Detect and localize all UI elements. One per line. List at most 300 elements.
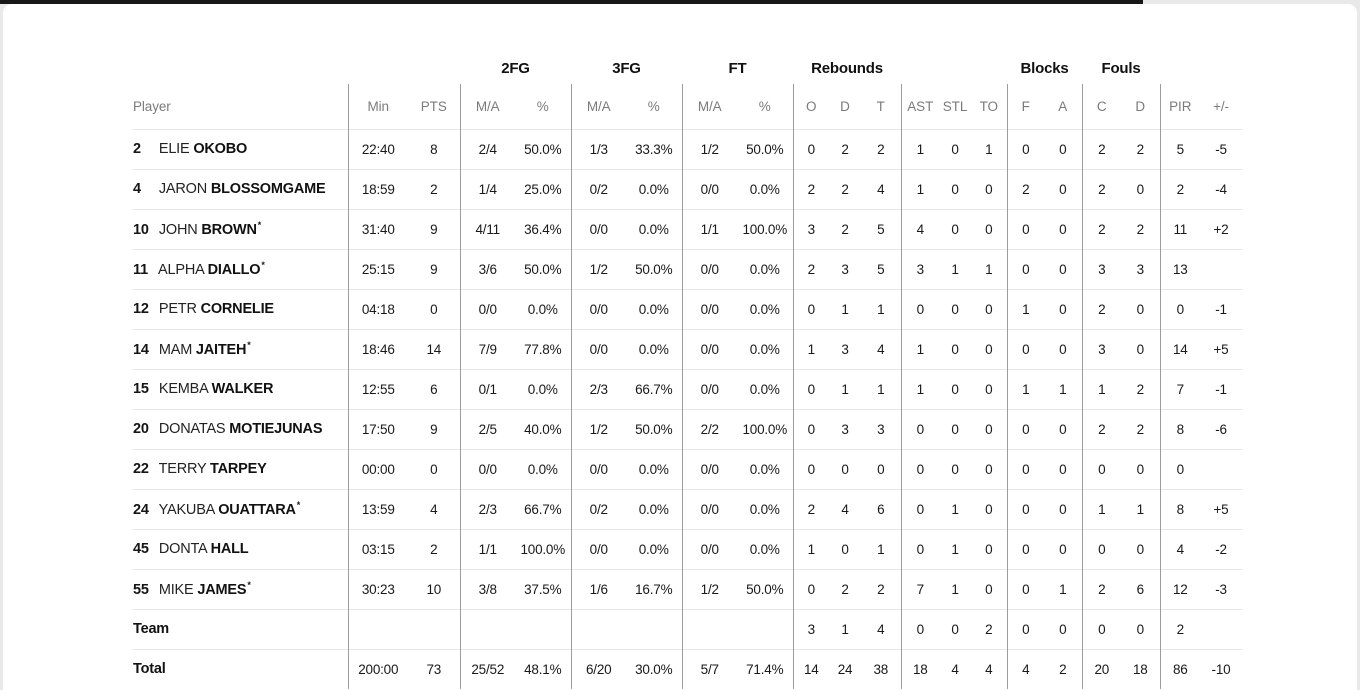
cell-ro: 0 — [793, 409, 829, 449]
cell-fg2: 0/0 — [460, 449, 515, 489]
table-row-total — [133, 649, 1242, 689]
table-row-player — [133, 409, 1242, 449]
cell-ast: 0 — [901, 609, 939, 649]
cell-to: 0 — [971, 489, 1007, 529]
cell-pir: 2 — [1160, 609, 1200, 649]
group-header-rebounds: Rebounds — [811, 59, 883, 77]
player-last-name: BLOSSOMGAME — [210, 181, 326, 197]
player-first-name: DONATAS — [158, 421, 226, 437]
col-header-pir: PIR — [1160, 84, 1200, 129]
cell-fg3: 0/2 — [571, 489, 626, 529]
player-last-name: WALKER — [211, 381, 274, 397]
cell-fc: 2 — [1082, 569, 1121, 609]
cell-fc: 1 — [1082, 489, 1121, 529]
cell-ba: 0 — [1044, 169, 1082, 209]
cell-fd: 3 — [1121, 249, 1160, 289]
cell-to: 0 — [971, 569, 1007, 609]
col-header-player: Player — [133, 98, 171, 114]
cell-rd: 2 — [829, 569, 861, 609]
cell-ro: 0 — [793, 289, 829, 329]
cell-pm — [1200, 609, 1242, 649]
player-last-name: HALL — [210, 541, 249, 557]
cell-rd: 4 — [829, 489, 861, 529]
cell-pm — [1200, 249, 1242, 289]
cell-ft: 0/0 — [682, 369, 737, 409]
cell-pts: 0 — [408, 289, 460, 329]
cell-ro: 0 — [793, 369, 829, 409]
player-name-cell — [133, 369, 348, 409]
jersey-number: 45 — [133, 541, 149, 557]
jersey-number: 12 — [133, 301, 149, 317]
cell-fg2: 3/8 — [460, 569, 515, 609]
cell-fc: 2 — [1082, 289, 1121, 329]
cell-pir: 12 — [1160, 569, 1200, 609]
cell-to: 1 — [971, 129, 1007, 169]
cell-rt: 4 — [861, 169, 901, 209]
cell-fc: 0 — [1082, 529, 1121, 569]
cell-pm: -6 — [1200, 409, 1242, 449]
cell-min: 17:50 — [348, 409, 408, 449]
cell-bf: 0 — [1007, 569, 1044, 609]
group-spacer — [901, 52, 1007, 84]
cell-pts: 4 — [408, 489, 460, 529]
cell-ftp: 0.0% — [737, 489, 793, 529]
cell-pts: 8 — [408, 129, 460, 169]
cell-fg2p: 66.7% — [515, 489, 571, 529]
cell-fd: 18 — [1121, 649, 1160, 689]
cell-ba: 1 — [1044, 369, 1082, 409]
group-header-fouls: Fouls — [1101, 59, 1141, 77]
cell-rd: 1 — [829, 289, 861, 329]
col-header-fouls-c: C — [1082, 84, 1121, 129]
cell-min — [348, 609, 408, 649]
col-header-reb-o: O — [793, 84, 829, 129]
cell-fg2: 2/5 — [460, 409, 515, 449]
cell-fd: 0 — [1121, 609, 1160, 649]
player-name-cell — [133, 209, 348, 249]
cell-min: 03:15 — [348, 529, 408, 569]
cell-min: 25:15 — [348, 249, 408, 289]
cell-pir: 5 — [1160, 129, 1200, 169]
cell-fc: 3 — [1082, 329, 1121, 369]
cell-fd: 2 — [1121, 369, 1160, 409]
cell-fc: 2 — [1082, 169, 1121, 209]
cell-ast: 3 — [901, 249, 939, 289]
cell-fg3p — [626, 609, 682, 649]
cell-fg2: 4/11 — [460, 209, 515, 249]
cell-ro: 0 — [793, 449, 829, 489]
cell-fg2: 0/0 — [460, 289, 515, 329]
cell-rd: 1 — [829, 609, 861, 649]
cell-pm: -2 — [1200, 529, 1242, 569]
cell-ftp: 50.0% — [737, 129, 793, 169]
cell-fg2p: 50.0% — [515, 129, 571, 169]
cell-fg3p: 50.0% — [626, 409, 682, 449]
cell-ro: 3 — [793, 609, 829, 649]
group-spacer — [1160, 52, 1242, 84]
cell-min: 30:23 — [348, 569, 408, 609]
cell-fg3: 1/2 — [571, 249, 626, 289]
cell-fg2: 7/9 — [460, 329, 515, 369]
cell-fd: 2 — [1121, 209, 1160, 249]
cell-fg2p: 40.0% — [515, 409, 571, 449]
cell-fg2p: 0.0% — [515, 369, 571, 409]
cell-stl: 0 — [939, 129, 971, 169]
cell-fg3p: 30.0% — [626, 649, 682, 689]
group-header-ft: FT — [728, 59, 747, 77]
col-header-fouls-d: D — [1135, 98, 1146, 114]
cell-fg3: 0/2 — [571, 169, 626, 209]
cell-pm: -4 — [1200, 169, 1242, 209]
cell-pts: 0 — [408, 449, 460, 489]
box-score-card — [3, 4, 1357, 690]
cell-rd: 24 — [829, 649, 861, 689]
player-first-name: JOHN — [158, 221, 198, 238]
col-header-min: Min — [348, 84, 408, 129]
cell-stl: 0 — [939, 409, 971, 449]
cell-fg2: 3/6 — [460, 249, 515, 289]
cell-ft: 1/2 — [682, 569, 737, 609]
cell-rt: 1 — [861, 529, 901, 569]
cell-fd: 0 — [1121, 169, 1160, 209]
cell-bf: 1 — [1007, 289, 1044, 329]
group-spacer — [133, 52, 348, 84]
cell-to: 1 — [971, 249, 1007, 289]
col-header-ft-pct: % — [758, 98, 771, 114]
cell-min: 22:40 — [348, 129, 408, 169]
cell-ast: 0 — [901, 449, 939, 489]
cell-stl: 0 — [939, 169, 971, 209]
player-name-cell — [133, 529, 348, 569]
table-row-team — [133, 609, 1242, 649]
cell-pir: 0 — [1160, 289, 1200, 329]
cell-ftp: 50.0% — [737, 569, 793, 609]
cell-ast: 1 — [901, 129, 939, 169]
cell-ro: 1 — [793, 529, 829, 569]
cell-bf: 0 — [1007, 249, 1044, 289]
cell-to: 0 — [971, 169, 1007, 209]
cell-pir: 86 — [1160, 649, 1200, 689]
jersey-number: 14 — [133, 341, 149, 358]
player-first-name: DONTA — [158, 541, 207, 557]
player-name-cell — [133, 569, 348, 609]
cell-ftp: 71.4% — [737, 649, 793, 689]
cell-pir: 0 — [1160, 449, 1200, 489]
cell-ftp: 0.0% — [737, 289, 793, 329]
cell-fg3: 1/2 — [571, 409, 626, 449]
cell-pir: 8 — [1160, 489, 1200, 529]
table-row-player — [133, 369, 1242, 409]
cell-fc: 20 — [1082, 649, 1121, 689]
col-header-blocks-a: A — [1058, 98, 1068, 114]
cell-ftp: 0.0% — [737, 529, 793, 569]
cell-fg2: 2/3 — [460, 489, 515, 529]
cell-pm: -1 — [1200, 369, 1242, 409]
cell-ast: 0 — [901, 409, 939, 449]
cell-fg3p: 33.3% — [626, 129, 682, 169]
player-first-name: KEMBA — [158, 381, 208, 397]
player-last-name: CORNELIE — [200, 301, 274, 317]
cell-pts: 9 — [408, 249, 460, 289]
cell-stl: 1 — [939, 489, 971, 529]
table-row-player — [133, 249, 1242, 289]
cell-pir: 11 — [1160, 209, 1200, 249]
cell-fd: 2 — [1121, 129, 1160, 169]
jersey-number: 4 — [133, 181, 141, 197]
col-header-blocks-f: F — [1007, 84, 1044, 129]
cell-pir: 8 — [1160, 409, 1200, 449]
cell-min: 200:00 — [348, 649, 408, 689]
cell-min: 13:59 — [348, 489, 408, 529]
col-header-pts: PTS — [420, 98, 447, 114]
cell-ro: 2 — [793, 169, 829, 209]
cell-to: 0 — [971, 209, 1007, 249]
col-header-plusminus: +/- — [1213, 98, 1229, 114]
cell-ftp: 100.0% — [737, 209, 793, 249]
cell-to: 0 — [971, 329, 1007, 369]
cell-ba: 1 — [1044, 569, 1082, 609]
jersey-number: 2 — [133, 141, 141, 157]
column-header-row — [133, 84, 1242, 129]
cell-fg3p: 0.0% — [626, 329, 682, 369]
starter-icon: * — [247, 580, 251, 591]
cell-fg3p: 66.7% — [626, 369, 682, 409]
cell-fg3: 1/3 — [571, 129, 626, 169]
cell-fg3p: 0.0% — [626, 209, 682, 249]
cell-ro: 0 — [793, 569, 829, 609]
table-row-player — [133, 569, 1242, 609]
cell-stl: 0 — [939, 609, 971, 649]
player-first-name: TERRY — [158, 461, 207, 477]
cell-rt: 2 — [861, 569, 901, 609]
col-header-to: TO — [979, 98, 998, 114]
cell-rt: 5 — [861, 249, 901, 289]
table-row-player — [133, 289, 1242, 329]
cell-fg2: 1/1 — [460, 529, 515, 569]
cell-fc: 1 — [1082, 369, 1121, 409]
cell-stl: 4 — [939, 649, 971, 689]
cell-ast: 1 — [901, 369, 939, 409]
cell-pm: -3 — [1200, 569, 1242, 609]
top-progress-bar — [0, 0, 1143, 4]
player-first-name: MIKE — [158, 581, 194, 598]
cell-fg3: 6/20 — [571, 649, 626, 689]
cell-fg2p: 77.8% — [515, 329, 571, 369]
jersey-number: 10 — [133, 221, 149, 238]
cell-ast: 4 — [901, 209, 939, 249]
cell-ft: 0/0 — [682, 449, 737, 489]
cell-ba: 0 — [1044, 489, 1082, 529]
player-last-name: DIALLO — [207, 261, 261, 278]
player-name-cell — [133, 449, 348, 489]
cell-min: 04:18 — [348, 289, 408, 329]
cell-ft: 0/0 — [682, 329, 737, 369]
cell-bf: 1 — [1007, 369, 1044, 409]
cell-ro: 1 — [793, 329, 829, 369]
cell-ft: 5/7 — [682, 649, 737, 689]
cell-to: 0 — [971, 409, 1007, 449]
table-row-player — [133, 169, 1242, 209]
cell-rd: 0 — [829, 449, 861, 489]
cell-ft — [682, 609, 737, 649]
col-header-reb-t: T — [876, 98, 885, 114]
col-header-2fg-pct: % — [536, 98, 549, 114]
cell-ba: 0 — [1044, 329, 1082, 369]
cell-to: 4 — [971, 649, 1007, 689]
cell-fd: 0 — [1121, 449, 1160, 489]
cell-fg3p: 16.7% — [626, 569, 682, 609]
cell-pir: 7 — [1160, 369, 1200, 409]
cell-rd: 3 — [829, 329, 861, 369]
player-first-name: JARON — [158, 181, 207, 197]
cell-ast: 1 — [901, 329, 939, 369]
cell-stl: 0 — [939, 289, 971, 329]
cell-to: 0 — [971, 449, 1007, 489]
cell-fg3p: 0.0% — [626, 169, 682, 209]
cell-rt: 1 — [861, 369, 901, 409]
cell-fg3p: 50.0% — [626, 249, 682, 289]
cell-ft: 0/0 — [682, 249, 737, 289]
cell-ba: 0 — [1044, 409, 1082, 449]
cell-bf: 0 — [1007, 449, 1044, 489]
cell-fc: 2 — [1082, 409, 1121, 449]
cell-fd: 0 — [1121, 529, 1160, 569]
player-first-name: YAKUBA — [158, 501, 215, 518]
jersey-number: 55 — [133, 581, 149, 598]
cell-fc: 3 — [1082, 249, 1121, 289]
cell-fg2p: 48.1% — [515, 649, 571, 689]
col-header-ft-ma: M/A — [682, 84, 737, 129]
cell-pts: 14 — [408, 329, 460, 369]
cell-fg3: 2/3 — [571, 369, 626, 409]
cell-fg3p: 0.0% — [626, 489, 682, 529]
cell-ftp: 0.0% — [737, 449, 793, 489]
table-row-player — [133, 329, 1242, 369]
box-score-table — [133, 52, 1242, 689]
player-first-name: ELIE — [158, 141, 190, 157]
cell-ftp: 0.0% — [737, 169, 793, 209]
cell-rt: 2 — [861, 129, 901, 169]
cell-rd: 2 — [829, 209, 861, 249]
cell-stl: 1 — [939, 529, 971, 569]
jersey-number: 11 — [133, 261, 148, 278]
cell-fg2: 25/52 — [460, 649, 515, 689]
cell-pir: 4 — [1160, 529, 1200, 569]
player-first-name: MAM — [158, 341, 193, 358]
cell-fg3: 0/0 — [571, 449, 626, 489]
cell-ast: 1 — [901, 169, 939, 209]
player-name-cell — [133, 489, 348, 529]
player-first-name: ALPHA — [158, 261, 204, 278]
group-header-3fg: 3FG — [612, 59, 641, 77]
cell-rd: 2 — [829, 169, 861, 209]
cell-pir: 2 — [1160, 169, 1200, 209]
player-last-name: JAMES — [197, 581, 247, 598]
cell-pir: 14 — [1160, 329, 1200, 369]
col-header-stl: STL — [942, 98, 968, 114]
cell-fd: 1 — [1121, 489, 1160, 529]
cell-fd: 6 — [1121, 569, 1160, 609]
cell-fc: 0 — [1082, 609, 1121, 649]
cell-ast: 18 — [901, 649, 939, 689]
cell-bf: 4 — [1007, 649, 1044, 689]
cell-ro: 0 — [793, 129, 829, 169]
cell-rt: 6 — [861, 489, 901, 529]
cell-fd: 0 — [1121, 289, 1160, 329]
cell-ftp — [737, 609, 793, 649]
cell-rt: 5 — [861, 209, 901, 249]
cell-min: 31:40 — [348, 209, 408, 249]
cell-fg2p: 0.0% — [515, 289, 571, 329]
cell-pts — [408, 609, 460, 649]
cell-fg2p: 50.0% — [515, 249, 571, 289]
cell-ro: 2 — [793, 249, 829, 289]
col-header-ast: AST — [901, 84, 939, 129]
cell-pts: 73 — [408, 649, 460, 689]
cell-fg3: 0/0 — [571, 529, 626, 569]
cell-fg2p — [515, 609, 571, 649]
player-name-cell — [133, 289, 348, 329]
cell-rt: 3 — [861, 409, 901, 449]
cell-rd: 2 — [829, 129, 861, 169]
cell-to: 0 — [971, 369, 1007, 409]
player-name-cell — [133, 249, 348, 289]
cell-stl: 0 — [939, 449, 971, 489]
cell-fg2: 1/4 — [460, 169, 515, 209]
cell-bf: 0 — [1007, 529, 1044, 569]
table-row-player — [133, 449, 1242, 489]
cell-pts: 6 — [408, 369, 460, 409]
cell-ft: 0/0 — [682, 169, 737, 209]
table-row-player — [133, 489, 1242, 529]
player-name-cell — [133, 609, 348, 649]
cell-ft: 2/2 — [682, 409, 737, 449]
cell-bf: 0 — [1007, 209, 1044, 249]
starter-icon: * — [296, 500, 301, 511]
cell-fg3p: 0.0% — [626, 529, 682, 569]
team-row-label: Team — [133, 621, 170, 637]
cell-ba: 2 — [1044, 649, 1082, 689]
cell-fg2p: 0.0% — [515, 449, 571, 489]
cell-fg2p: 100.0% — [515, 529, 571, 569]
cell-rd: 1 — [829, 369, 861, 409]
cell-to: 0 — [971, 529, 1007, 569]
cell-ast: 0 — [901, 529, 939, 569]
total-row-label: Total — [133, 661, 166, 678]
cell-ast: 0 — [901, 489, 939, 529]
col-header-3fg-ma: M/A — [571, 84, 626, 129]
cell-pm: -1 — [1200, 289, 1242, 329]
group-header-blocks: Blocks — [1020, 59, 1069, 77]
cell-pts: 2 — [408, 169, 460, 209]
cell-to: 2 — [971, 609, 1007, 649]
cell-stl: 1 — [939, 569, 971, 609]
cell-stl: 0 — [939, 329, 971, 369]
cell-ftp: 0.0% — [737, 369, 793, 409]
cell-ro: 3 — [793, 209, 829, 249]
player-last-name: JAITEH — [195, 341, 247, 358]
cell-bf: 0 — [1007, 609, 1044, 649]
cell-fg2p: 36.4% — [515, 209, 571, 249]
cell-stl: 0 — [939, 369, 971, 409]
cell-rd: 3 — [829, 249, 861, 289]
cell-ft: 1/1 — [682, 209, 737, 249]
cell-fg3 — [571, 609, 626, 649]
cell-pir: 13 — [1160, 249, 1200, 289]
cell-stl: 0 — [939, 209, 971, 249]
cell-fg2p: 37.5% — [515, 569, 571, 609]
cell-ba: 0 — [1044, 129, 1082, 169]
